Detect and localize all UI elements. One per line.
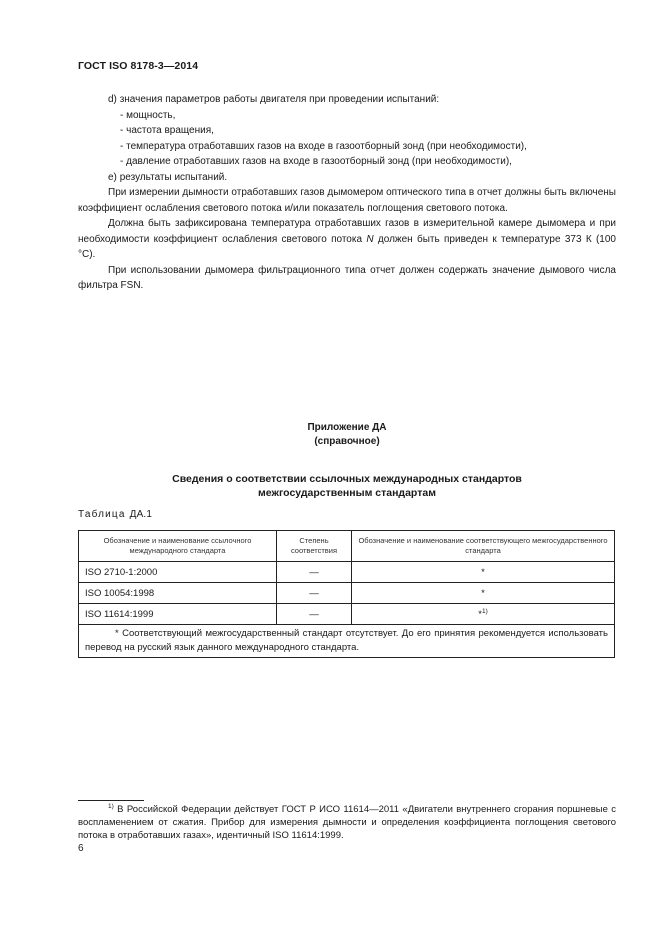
header-cell: Обозначение и наименование ссылочного международного стандарта — [79, 531, 277, 562]
table-row — [79, 562, 615, 583]
annex-title-line: Сведения о соответствии ссылочных международных стандартов — [172, 473, 522, 485]
paragraph-temperature — [78, 216, 616, 263]
paragraph-filter: При использовании дымомера фильтрационного типа отчет должен содержать значение дымового числа фильтра FSN. — [78, 264, 616, 291]
list-item-e — [78, 170, 616, 186]
table-caption-word: Таблица — [78, 509, 126, 520]
sub-item: - частота вращения, — [120, 125, 214, 136]
list-text: значения параметров работы двигателя при проведении испытаний: — [119, 94, 440, 105]
degree-cell: — — [277, 604, 352, 625]
paragraph-optical: При измерении дымности отработавших газов дымомером оптического типа в отчет должны быть включены коэффициент ослабления светового потока и/или показатель поглощения светового потока. — [78, 187, 616, 214]
sub-item: - мощность, — [120, 109, 176, 121]
list-item-d — [78, 92, 616, 108]
list-text: результаты испытаний. — [119, 171, 228, 183]
national-cell — [352, 604, 615, 625]
table-note: * Соответствующий межгосударственный стандарт отсутствует. До его принятия рекомендуется использовать перевод на русский язык данного международного стандарта. — [79, 625, 615, 658]
footnote-text: В Российской Федерации действует ГОСТ Р ИСО 11614—2011 «Двигатели внутреннего сгорания поршневые с воспламенением от сжатия. Прибор для измерения дымности и определения коэффициента поглощения светового потока в отработавших газах», идентичный ISO 11614:1999. — [78, 804, 616, 841]
body-text — [78, 92, 616, 294]
document-code: ГОСТ ISO 8178-3—2014 — [78, 60, 199, 72]
footnote-reference: 1) — [481, 607, 488, 615]
table-header-row — [79, 531, 615, 562]
coefficient-symbol: N — [366, 233, 374, 245]
table-row — [79, 604, 615, 625]
paragraph-text: должен быть приведен к температуре 373 К (100 °С). — [78, 233, 616, 260]
page-number: 6 — [78, 843, 84, 854]
table-caption-number: ДА.1 — [129, 509, 153, 520]
annex-title-line: межгосударственным стандартам — [258, 487, 436, 499]
correspondence-table — [78, 530, 615, 658]
national-value: * — [478, 608, 482, 620]
footnote-marker: 1) — [108, 802, 114, 810]
annex-heading — [78, 421, 616, 449]
national-cell: * — [352, 562, 615, 583]
standard-cell: ISO 11614:1999 — [79, 604, 277, 625]
paragraph-text: Должна быть зафиксирована температура отработавших газов в измерительной камере дымомера и при необходимости коэффициент ослабления светового потока — [78, 218, 616, 245]
annex-title: Приложение ДА — [307, 422, 387, 433]
annex-subtitle: (справочное) — [314, 436, 380, 447]
header-cell: Степень соответствия — [277, 531, 352, 562]
list-label: d) — [108, 94, 117, 105]
annex-section-title — [78, 472, 616, 500]
table-caption — [78, 509, 152, 520]
degree-cell: — — [277, 583, 352, 604]
standard-cell: ISO 10054:1998 — [79, 583, 277, 604]
standard-cell: ISO 2710-1:2000 — [79, 562, 277, 583]
table-note-row — [79, 625, 615, 658]
sub-item: - температура отработавших газов на входе в газоотборный зонд (при необходимости), — [120, 140, 527, 152]
header-cell: Обозначение и наименование соответствующего межгосударственного стандарта — [352, 531, 615, 562]
national-cell: * — [352, 583, 615, 604]
table-row — [79, 583, 615, 604]
footnote-divider — [78, 800, 144, 801]
degree-cell: — — [277, 562, 352, 583]
list-label: e) — [108, 171, 117, 183]
footnote — [78, 803, 616, 842]
sub-item: - давление отработавших газов на входе в газоотборный зонд (при необходимости), — [120, 156, 512, 167]
